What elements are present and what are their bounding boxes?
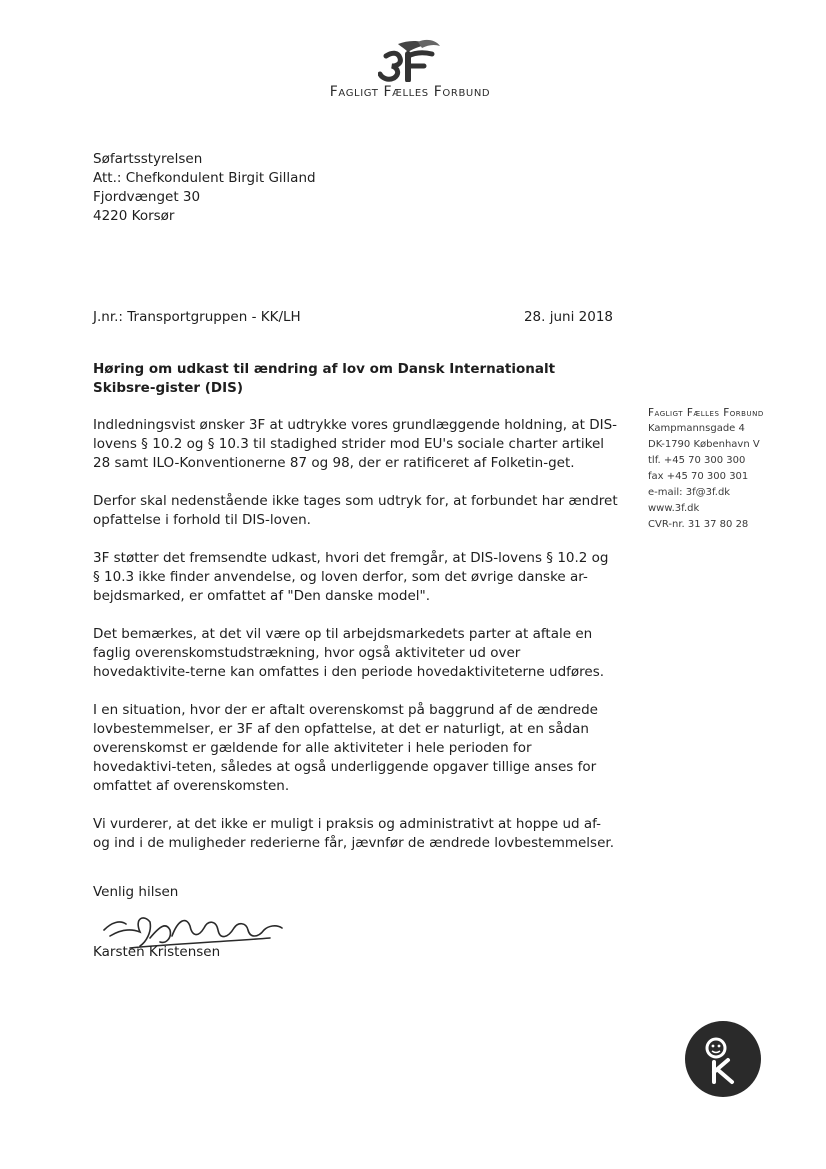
sidebar-line: tlf. +45 70 300 300 [648, 455, 746, 466]
recipient-line: Fjordvænget 30 [93, 189, 201, 205]
body-paragraph: I en situation, hvor der er aftalt overenskomst på baggrund af de ændrede lovbestemmelser, er 3F af den opfattelse, at det er naturligt, at en sådan overenskomst er gældende for alle aktiviteter i hele perioden for hovedaktivi-teten, således at også underliggende opgaver tillige anses for omfattet af overenskomsten. [93, 702, 598, 794]
journal-number: J.nr.: Transportgruppen - KK/LH [93, 309, 301, 325]
letterhead [290, 38, 530, 100]
sidebar-line: DK-1790 København V [648, 439, 760, 450]
sidebar-line: Kampmannsgade 4 [648, 423, 745, 434]
body-paragraph: Indledningsvist ønsker 3F at udtrykke vores grundlæggende holdning, at DIS-lovens § 10.2 og § 10.3 til stadighed strider mod EU's sociale charter artikel 28 samt ILO-Konventionerne 87 og 98, der er ratificeret af Folketin-get. [93, 417, 618, 471]
3f-logo-icon [378, 38, 442, 82]
letter-date: 28. juni 2018 [523, 309, 613, 325]
sidebar-line: www.3f.dk [648, 503, 700, 514]
signer-name: Karsten Kristensen [93, 944, 221, 960]
sender-contact-block [648, 405, 764, 533]
recipient-line: Søfartsstyrelsen [93, 151, 203, 167]
recipient-line: 4220 Korsør [93, 208, 175, 224]
ok-stamp-icon [684, 1020, 762, 1098]
body-paragraph: Derfor skal nedenstående ikke tages som udtryk for, at forbundet har ændret opfattelse i forhold til DIS-loven. [93, 493, 618, 528]
recipient-address [93, 150, 316, 226]
body-paragraph: Det bemærkes, at det vil være op til arbejdsmarkedets parter at aftale en faglig overenskomstudstrækning, hvor også aktiviteter ud over hovedaktivite-terne kan omfattes i den periode hovedaktiviteterne udføres. [93, 626, 605, 680]
sidebar-line: CVR-nr. 31 37 80 28 [648, 519, 749, 530]
body-paragraph: 3F støtter det fremsendte udkast, hvori det fremgår, at DIS-lovens § 10.2 og § 10.3 ikke finder anvendelse, og loven derfor, som det øvrige danske ar-bejdsmarked, er omfattet af "Den danske model". [93, 550, 609, 604]
org-name: Fagligt Fælles Forbund [329, 84, 491, 100]
body-paragraph: Vi vurderer, at det ikke er muligt i praksis og administrativt at hoppe ud af-og ind i de muligheder rederierne får, jævnfør de ændrede lovbestemmelser. [93, 816, 615, 851]
closing-greeting: Venlig hilsen [93, 884, 179, 900]
sidebar-org-name: Fagligt Fælles Forbund [648, 407, 764, 419]
letter-body [93, 416, 618, 872]
sidebar-line: e-mail: 3f@3f.dk [648, 487, 731, 498]
recipient-line: Att.: Chefkondulent Birgit Gilland [93, 170, 316, 186]
letter-subject: Høring om udkast til ændring af lov om Dansk Internationalt Skibsre-gister (DIS) [93, 361, 556, 396]
sidebar-line: fax +45 70 300 301 [648, 471, 749, 482]
